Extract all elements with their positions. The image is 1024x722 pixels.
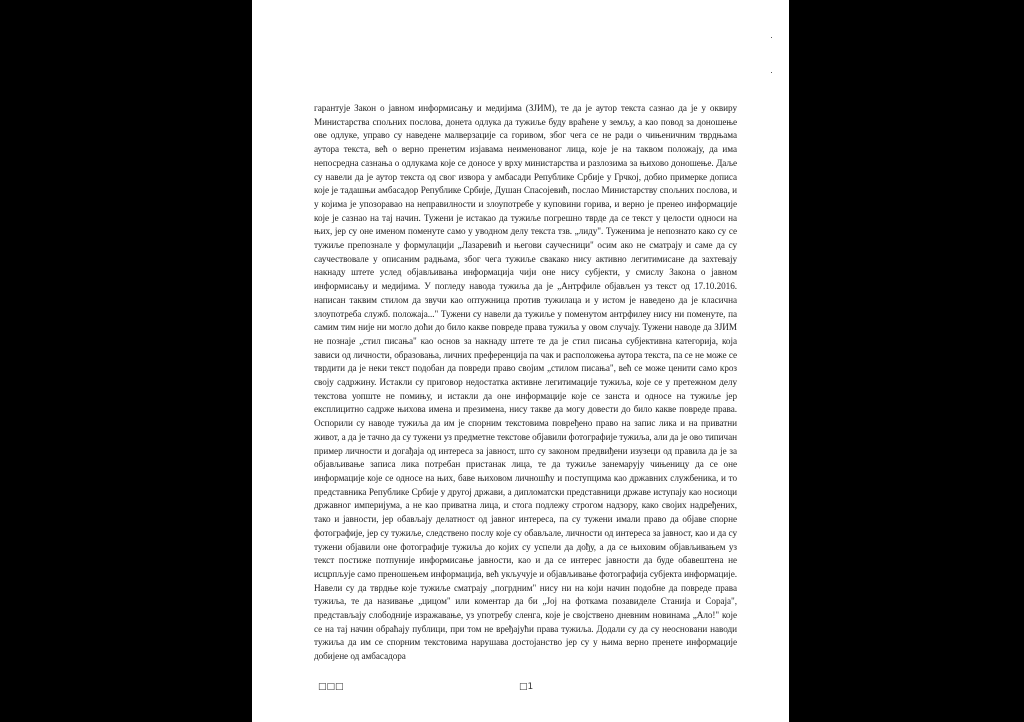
- body-paragraph: гарантује Закон о јавном информисању и медијима (ЗЈИМ), те да је аутор текста сазнао да је у оквиру Министарства спољних послова, донета одлука да тужиље буду враћене у земљу, а као повод за доношење ове одлуке, управо су наведене малверзације са горивом, због чега се не ради о чињеничним тврдњама аутора текста, већ о верно пренетим изјавама неименованог лица, које је на таквом положају, да има непосредна сазнања о одлукама које се доносе у врху министарства и разлозима за њихово доношење. Даље су навели да је аутор текста од свог извора у амбасади Републике Србије у Грчкој, добио примерке дописа које је тадашњи амбасадор Републике Србије, Душан Спасојевић, послао Министарству спољних послова, и у којима је упозоравао на неправилности и злоупотребе у куповини горива, и верно је пренео информације које је сазнао на тај начин. Тужени је истакао да тужиље погрешно тврде да се текст у целости односи на њих, јер су оне именом поменуте само у уводном делу текста тзв. „лиду". Туженима је непознато како су се тужиље препознале у формулацији „Лазаревић и његови саучесници" осим ако не сматрају и саме да су саучествовале у описаним радњама, због чега тужиље свакако нису активно легитимисане да захтевају накнаду штете услед објављивања информација чији оне нису субјекти, у смислу Закона о јавном информисању и медијима. У погледу навода тужиља да је „Антрфиле објављен уз текст од 17.10.2016. написан таквим стилом да звучи као оптужница против тужилаца и у истом је наведено да је класична злоупотреба служб. положаја..." Тужени су навели да тужиље у поменутом антрфилеу нису ни поменуте, па самим тим није ни могло доћи до било какве повреде права тужиља у овом случају. Тужени наводе да ЗЈИМ не познаје „стил писања" као основ за накнаду штете те да је стил писања субјективна категорија, која зависи од личности, образовања, личних преференција па чак и расположења аутора текста, па се не може се тврдити да је неки текст подобан да повреди право својим „стилом писања", већ се може ценити само кроз своју садржину. Истакли су приговор недостатка активне легитимације тужиља, које се у претежном делу текстова уопште не помињу, и истакли да оне информације које се занста и односе на тужиље јер експлицитно садрже њихова имена и презимена, нису такве да могу довести до било какве повреде права. Оспорили су наводе тужиља да им је спорним текстовима повређено право на запис лика и на приватни живот, а да је тачно да су тужени уз предметне текстове објавили фотографије тужиља, али да је ово типичан пример личности и догађаја од интереса за јавност, што су законом предвиђени изузеци од правила да је за објављивање записа лика потребан пристанак лица, те да тужиље занемарују чињеницу да се оне информације које се односе на њих, баве њиховом личношћу и поступцима као државних службеника, и то представника Републике Србије у другој држави, а дипломатски представници државе иступају као носиоци државног империјума, а не као приватна лица, и стога подлежу строгом надзору, како својих надређених, тако и јавности, јер обављају делатност од јавног интереса, па су тужени имали право да објаве спорне фотографије, јер су тужиље, следствено послу које су обављале, личности од интереса за јавност, као и да су тужени објавили оне фотографије тужиља до којих су успели да дођу, а да се њиховим објављивањем уз текст постиже потпуније информисање јавности, као и да се интерес јавности да буде обавештена не исцрпљује само преношењем информација, већ укључује и објављивање фотографија субјекта информације. Навели су да тврдње које тужиље сматрају „погрдним" нису ни на који начин подобне да повреде права тужиља, те да називање „цицом" или коментар да би „Јој на фоткама позавиделе Станија и Сораја", представљају слободније изражавање, уз употребу сленга, које је својствено дневним новинама „Ало!" које се на тај начин обраћају публици, при том не вређајући права тужиља. Додали су да су неосновани наводи тужиља да им се спорним текстовима нарушава достојанство јер су у њима верно пренете информације добијене од амбасадора: [314, 103, 737, 662]
- scan-speck: [771, 37, 772, 38]
- scan-speck: [771, 72, 772, 73]
- document-body: [314, 102, 737, 664]
- page-number: □1: [519, 682, 534, 692]
- footer-left-mark: □□□: [318, 682, 344, 692]
- document-page: [252, 0, 789, 722]
